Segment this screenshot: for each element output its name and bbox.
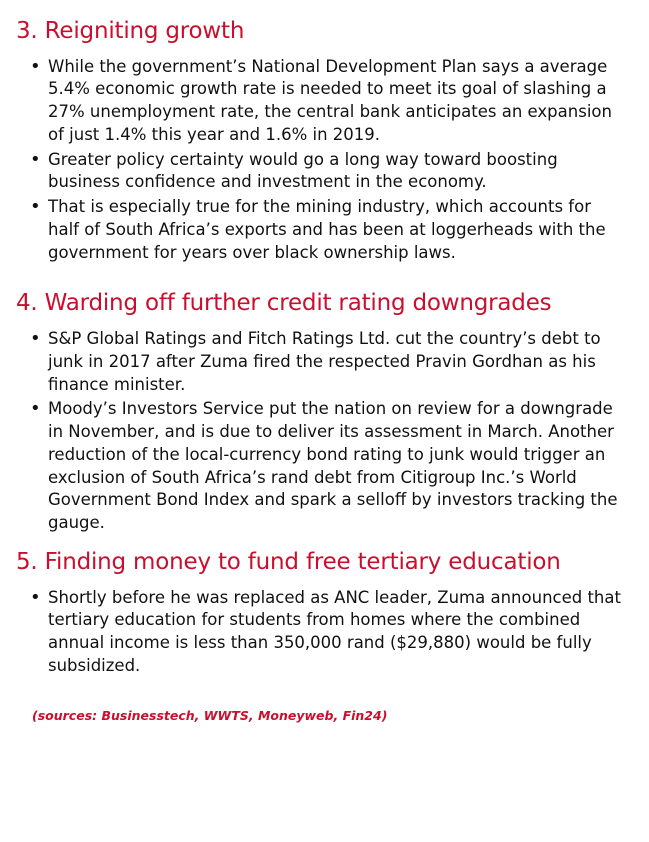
list-item: • Greater policy certainty would go a long way toward boosting business confidence and investment in the economy. — [16, 149, 623, 195]
section-credit-rating-downgrades — [16, 290, 623, 534]
list-item: • Shortly before he was replaced as ANC leader, Zuma announced that tertiary education for students from homes where the combined annual income is less than 350,000 rand ($29,880) would be fully subsidized. — [16, 587, 623, 678]
section-spacer — [16, 268, 623, 290]
section-heading: 5. Finding money to fund free tertiary education — [16, 548, 561, 575]
bullet-list — [16, 328, 623, 535]
section-reigniting-growth — [16, 18, 623, 264]
section-free-tertiary-education — [16, 549, 623, 678]
list-item: • That is especially true for the mining industry, which accounts for half of South Africa’s exports and has been at loggerheads with the government for years over black ownership laws. — [16, 196, 623, 264]
list-item: • While the government’s National Development Plan says a average 5.4% economic growth rate is needed to meet its goal of slashing a 27% unemployment rate, the central bank anticipates an expansion of just 1.4% this year and 1.6% in 2019. — [16, 56, 623, 147]
section-heading: 4. Warding off further credit rating downgrades — [16, 290, 552, 317]
list-item: • Moody’s Investors Service put the nation on review for a downgrade in November, and is due to deliver its assessment in March. Another reduction of the local-currency bond rating to junk would trigger an exclusion of South Africa’s rand debt from Citigroup Inc.’s World Government Bond Index and spark a selloff by investors tracking the gauge. — [16, 398, 623, 535]
sources-note: (sources: Businesstech, WWTS, Moneyweb, Fin24) — [32, 707, 388, 723]
bullet-list — [16, 587, 623, 678]
section-heading: 3. Reigniting growth — [16, 18, 245, 44]
section-spacer — [16, 539, 623, 549]
bullet-list — [16, 56, 623, 265]
list-item: • S&P Global Ratings and Fitch Ratings Ltd. cut the country’s debt to junk in 2017 after Zuma fired the respected Pravin Gordhan as his finance minister. — [16, 328, 623, 396]
